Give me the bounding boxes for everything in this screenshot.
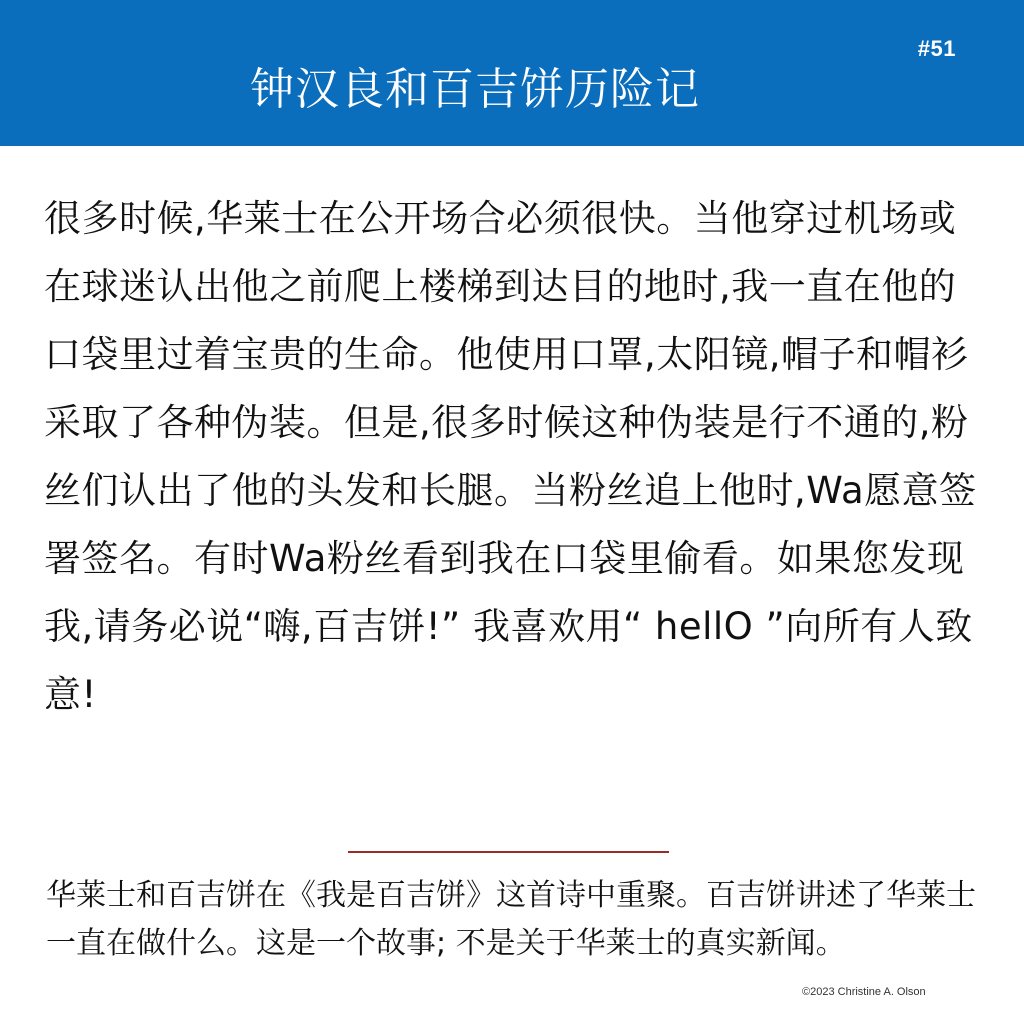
story-text: 很多时候,华莱士在公开场合必须很快。当他穿过机场或在球迷认出他之前爬上楼梯到达目的地时,我一直在他的口袋里过着宝贵的生命。他使用口罩,太阳镜,帽子和帽衫采取了各种伪装。但是,很多时候这种伪装是行不通的,粉丝们认出了他的头发和长腿。当粉丝追上他时,Wa愿意签署签名。有时Wa粉丝看到我在口袋里偷看。如果您发现我,请务必说“嗨,百吉饼!” 我喜欢用“ hellO ”向所有人致意! — [44, 197, 977, 716]
footnote-text: 华莱士和百吉饼在《我是百吉饼》这首诗中重聚。百吉饼讲述了华莱士一直在做什么。这是一个故事; 不是关于华莱士的真实新闻。 — [46, 878, 976, 961]
page-title: 钟汉良和百吉饼历险记 — [250, 64, 700, 115]
copyright-notice: ©2023 Christine A. Olson — [802, 986, 926, 998]
section-divider — [348, 851, 669, 853]
episode-number: #51 — [917, 36, 956, 61]
title-banner — [0, 0, 1024, 146]
